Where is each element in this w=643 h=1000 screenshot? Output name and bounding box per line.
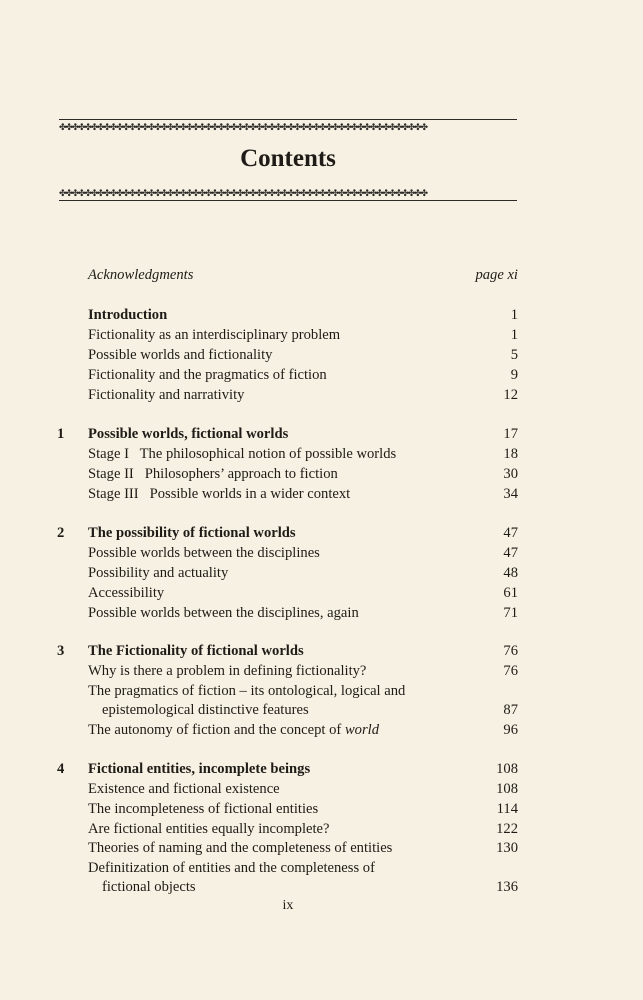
toc-heading-title: Possible worlds, fictional worlds — [88, 426, 289, 442]
toc-entry-page: 12 — [503, 387, 518, 403]
toc-entry-title: Fictionality and the pragmatics of fiction — [88, 367, 327, 383]
toc-entry-page: 87 — [503, 702, 518, 718]
toc-entry[interactable] — [88, 583, 518, 603]
toc-entry-page: 114 — [496, 801, 518, 817]
toc-chapter-3[interactable] — [57, 641, 518, 661]
toc-chapter-2[interactable] — [57, 523, 518, 543]
toc-entry-page: 47 — [503, 525, 518, 541]
top-rule — [59, 119, 517, 120]
toc-entry-title: Existence and fictional existence — [88, 781, 280, 797]
toc-entry[interactable] — [88, 444, 518, 464]
toc-chapter-4[interactable] — [57, 759, 518, 779]
page-title: Contents — [240, 145, 336, 172]
toc-entry[interactable] — [88, 345, 518, 365]
toc-entry-title: The incompleteness of fictional entities — [88, 801, 319, 817]
toc-entry[interactable] — [88, 365, 518, 385]
toc-entry-title: Are fictional entities equally incomplete? — [88, 821, 330, 837]
toc-chapter-1[interactable] — [57, 424, 518, 444]
chapter-number: 1 — [57, 426, 65, 442]
toc-entry-page: page xi — [475, 267, 518, 283]
toc-entry[interactable] — [88, 543, 518, 563]
top-ornament-row: ✤✤✤✤✤✤✤✤✤✤✤✤✤✤✤✤✤✤✤✤✤✤✤✤✤✤✤✤✤✤✤✤✤✤✤✤✤✤✤✤✤✤✤✤✤✤✤✤✤✤✤✤✤✤✤✤✤✤ — [59, 122, 427, 132]
toc-entry-title: Fictionality as an interdisciplinary problem — [88, 327, 341, 343]
bottom-ornament-row: ✤✤✤✤✤✤✤✤✤✤✤✤✤✤✤✤✤✤✤✤✤✤✤✤✤✤✤✤✤✤✤✤✤✤✤✤✤✤✤✤✤✤✤✤✤✤✤✤✤✤✤✤✤✤✤✤✤✤ — [59, 188, 427, 198]
toc-entry-page: 76 — [503, 643, 518, 659]
toc-entry-title: fictional objects — [102, 879, 196, 895]
toc-entry-title: Possible worlds between the disciplines, again — [88, 605, 359, 621]
toc-entry-page: 108 — [496, 781, 518, 797]
toc-entry-title: The pragmatics of fiction – its ontological, logical and — [88, 683, 406, 699]
toc-entry[interactable] — [88, 385, 518, 405]
toc-entry-title: epistemological distinctive features — [102, 702, 309, 718]
toc-entry-acknowledgments[interactable] — [88, 265, 518, 285]
toc-entry-page: 108 — [496, 761, 518, 777]
toc-entry-title: Accessibility — [88, 585, 165, 601]
toc-entry-page: 9 — [510, 367, 518, 383]
toc-entry-page: 1 — [510, 307, 518, 323]
toc-entry-page: 30 — [503, 466, 518, 482]
toc-heading-title: Fictional entities, incomplete beings — [88, 761, 311, 777]
toc-entry-page: 18 — [503, 446, 518, 462]
chapter-number: 2 — [57, 525, 65, 541]
toc-entry-continuation[interactable] — [88, 877, 518, 897]
toc-entry[interactable] — [88, 484, 518, 504]
toc-heading-introduction[interactable] — [88, 305, 518, 325]
toc-entry-title: Possibility and actuality — [88, 565, 229, 581]
toc-entry-page: 96 — [503, 722, 518, 738]
page-number: ix — [282, 898, 294, 913]
toc-entry-page: 48 — [503, 565, 518, 581]
bottom-ornament-border — [59, 188, 517, 201]
toc-entry-page: 136 — [496, 879, 518, 895]
toc-entry-page: 76 — [503, 663, 518, 679]
toc-entry[interactable] — [88, 563, 518, 583]
toc-entry-title: Stage I The philosophical notion of possible worlds — [88, 446, 397, 462]
top-ornament-border — [59, 119, 517, 132]
toc-entry-page: 130 — [496, 840, 518, 856]
toc-entry[interactable] — [88, 325, 518, 345]
toc-entry-title: Why is there a problem in defining fictionality? — [88, 663, 367, 679]
toc-entry[interactable] — [88, 720, 518, 740]
toc-entry-page: 47 — [503, 545, 518, 561]
toc-entry-page: 1 — [510, 327, 518, 343]
toc-entry-title: Acknowledgments — [88, 267, 194, 283]
toc-entry-page: 17 — [503, 426, 518, 442]
toc-heading-title: The Fictionality of fictional worlds — [88, 643, 304, 659]
toc-entry-title: Fictionality and narrativity — [88, 387, 245, 403]
toc-entry-page: 71 — [503, 605, 518, 621]
toc-entry-page: 61 — [503, 585, 518, 601]
toc-entry-page: 34 — [503, 486, 518, 502]
toc-entry[interactable] — [88, 799, 518, 819]
toc-entry-title: Possible worlds between the disciplines — [88, 545, 320, 561]
chapter-number: 3 — [57, 643, 65, 659]
toc-entry-page: 122 — [496, 821, 518, 837]
toc-entry-title: Possible worlds and fictionality — [88, 347, 273, 363]
toc-entry-title: Stage II Philosophers’ approach to fiction — [88, 466, 338, 482]
toc-entry[interactable] — [88, 681, 518, 701]
toc-entry[interactable] — [88, 661, 518, 681]
toc-entry-title: The autonomy of fiction and the concept of world — [88, 722, 379, 738]
toc-heading-title: The possibility of fictional worlds — [88, 525, 296, 541]
toc-entry[interactable] — [88, 464, 518, 484]
toc-entry-title: Definitization of entities and the completeness of — [88, 860, 375, 876]
toc-entry[interactable] — [88, 779, 518, 799]
bottom-rule — [59, 200, 517, 201]
toc-entry-page: 5 — [510, 347, 518, 363]
toc-entry[interactable] — [88, 858, 518, 878]
toc-entry[interactable] — [88, 819, 518, 839]
toc-entry-title: Stage III Possible worlds in a wider context — [88, 486, 351, 502]
toc-heading-title: Introduction — [88, 307, 168, 323]
toc-entry-title: Theories of naming and the completeness of entities — [88, 840, 393, 856]
toc-entry[interactable] — [88, 838, 518, 858]
toc-entry[interactable] — [88, 603, 518, 623]
chapter-number: 4 — [57, 761, 65, 777]
toc-entry-continuation[interactable] — [88, 700, 518, 720]
